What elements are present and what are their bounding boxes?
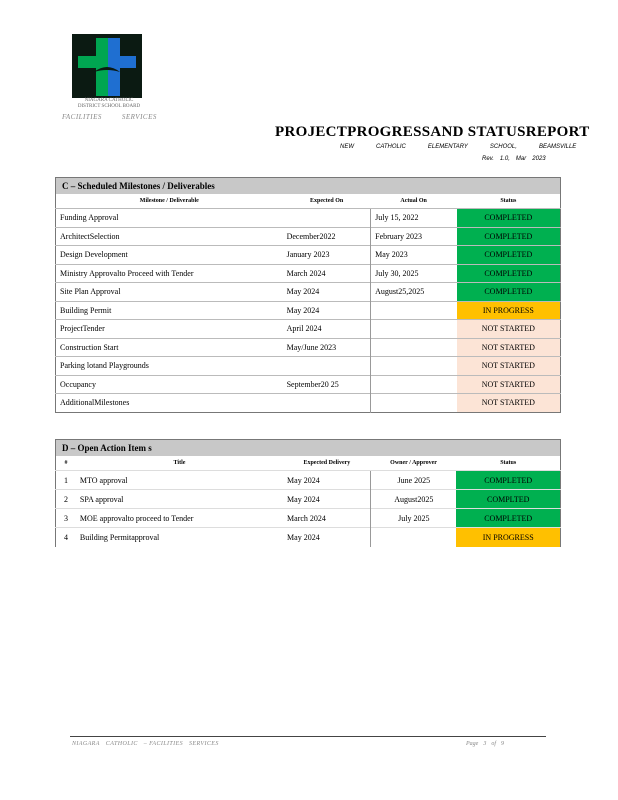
action-expected: May 2024 [283,528,371,547]
col-actual: Actual On [400,198,427,204]
action-owner: June 2025 [371,471,457,490]
col-status: Status [500,198,517,204]
action-title: MOE approvalto proceed to Tender [76,509,283,528]
milestone-name: AdditionalMilestones [56,394,283,413]
action-items-body [56,471,561,547]
milestone-name: Design Development [56,246,283,265]
services-word: SERVICES [121,113,157,121]
col-expected-delivery: Expected Delivery [303,460,351,466]
footer-part: CATHOLIC [105,741,138,747]
milestone-name: ProjectTender [56,320,283,339]
milestone-expected: May 2024 [283,301,371,320]
action-owner: August2025 [371,490,457,509]
milestone-actual [371,320,457,339]
section-d-title: D – Open Action Item s [56,440,561,457]
milestone-name: Funding Approval [56,209,283,228]
milestone-name: ArchitectSelection [56,227,283,246]
milestone-name: Ministry Approvalto Proceed with Tender [56,264,283,283]
status-badge: NOT STARTED [457,357,561,376]
page-number [466,741,509,747]
action-expected: May 2024 [283,471,371,490]
status-badge: COMPLETED [456,471,560,490]
footer-part: – FACILITIES [143,741,183,747]
milestone-actual: July 30, 2025 [371,264,457,283]
milestone-expected: December2022 [283,227,371,246]
footer-org [72,741,225,747]
table-row [56,227,561,246]
action-number: 4 [56,528,76,547]
rev-part: 1.0, [499,156,510,162]
milestone-actual [371,357,457,376]
milestone-actual [371,394,457,413]
footer-part: 9 [501,741,504,747]
subtitle-part: BEAMSVILLE [538,144,577,150]
rev-part: Rev. [482,156,494,162]
col-title: Title [173,460,186,466]
report-title: PROJECTPROGRESSAND STATUSREPORT [275,124,590,140]
status-badge: NOT STARTED [457,320,561,339]
footer-part: Page [466,741,479,747]
cross-logo-icon [72,34,142,98]
table-row [56,301,561,320]
rev-part: 2023 [532,156,546,162]
milestone-actual: May 2023 [371,246,457,265]
action-title: MTO approval [76,471,283,490]
milestone-actual [371,301,457,320]
milestone-name: Occupancy [56,375,283,394]
status-badge: NOT STARTED [457,375,561,394]
milestone-expected: September20 25 [283,375,371,394]
action-number: 3 [56,509,76,528]
table-row [56,471,561,490]
status-badge: NOT STARTED [457,394,561,413]
table-row [56,509,561,528]
action-items-table [55,439,561,547]
subtitle-part: ELEMENTARY [427,144,468,150]
subtitle-part: CATHOLIC [376,144,406,150]
table-row [56,246,561,265]
action-number: 2 [56,490,76,509]
milestone-actual [371,338,457,357]
milestone-expected [283,394,371,413]
rev-part: Mar [515,156,527,162]
action-expected: May 2024 [283,490,371,509]
milestones-table [55,177,561,413]
milestone-expected: May/June 2023 [283,338,371,357]
action-owner [371,528,457,547]
footer-part: 3 [483,741,487,747]
action-owner: July 2025 [371,509,457,528]
section-c-title: C – Scheduled Milestones / Deliverables [56,178,561,195]
col-status-d: Status [500,460,517,466]
facilities-label [62,113,177,121]
footer-part: NIAGARA [72,741,100,747]
status-badge: IN PROGRESS [456,528,560,547]
status-badge: COMPLETED [457,227,561,246]
footer-part: SERVICES [188,741,219,747]
status-badge: COMPLETED [457,209,561,228]
revision-line [482,156,552,162]
table-row [56,320,561,339]
milestone-name: Parking lotand Playgrounds [56,357,283,376]
table-row [56,283,561,302]
milestone-expected: January 2023 [283,246,371,265]
status-badge: COMPLETED [456,509,560,528]
table-row [56,338,561,357]
footer-part: of [491,741,496,747]
action-number: 1 [56,471,76,490]
milestone-name: Construction Start [56,338,283,357]
col-num: # [64,460,68,466]
status-badge: COMPLTED [456,490,560,509]
status-badge: IN PROGRESS [457,301,561,320]
col-milestone: Milestone / Deliverable [139,198,199,204]
milestone-expected: April 2024 [283,320,371,339]
status-badge: NOT STARTED [457,338,561,357]
milestone-expected [283,357,371,376]
report-subtitle [340,144,598,150]
milestone-expected: March 2024 [283,264,371,283]
table-row [56,209,561,228]
milestone-actual: February 2023 [371,227,457,246]
milestone-actual: July 15, 2022 [371,209,457,228]
table-row [56,375,561,394]
table-row [56,490,561,509]
status-badge: COMPLETED [457,246,561,265]
table-row [56,528,561,547]
table-row [56,264,561,283]
col-owner: Owner / Approver [390,460,437,466]
milestone-expected [283,209,371,228]
logo-caption [74,98,144,110]
milestone-name: Site Plan Approval [56,283,283,302]
table-row [56,357,561,376]
milestone-actual [371,375,457,394]
logo-org-subline: DISTRICT SCHOOL BOARD [77,104,141,109]
action-title: Building Permitapproval [76,528,283,547]
table-row [56,394,561,413]
footer-divider [70,736,546,737]
subtitle-part: NEW [340,144,354,150]
logo-org-line: NIAGARA CATHOLIC [84,98,134,103]
col-expected: Expected On [310,198,344,204]
facilities-word: FACILITIES [62,113,102,121]
action-title: SPA approval [76,490,283,509]
action-expected: March 2024 [283,509,371,528]
status-badge: COMPLETED [457,264,561,283]
milestone-name: Building Permit [56,301,283,320]
milestone-expected: May 2024 [283,283,371,302]
subtitle-part: SCHOOL, [489,144,517,150]
status-badge: COMPLETED [457,283,561,302]
milestones-body [56,209,561,413]
milestone-actual: August25,2025 [371,283,457,302]
